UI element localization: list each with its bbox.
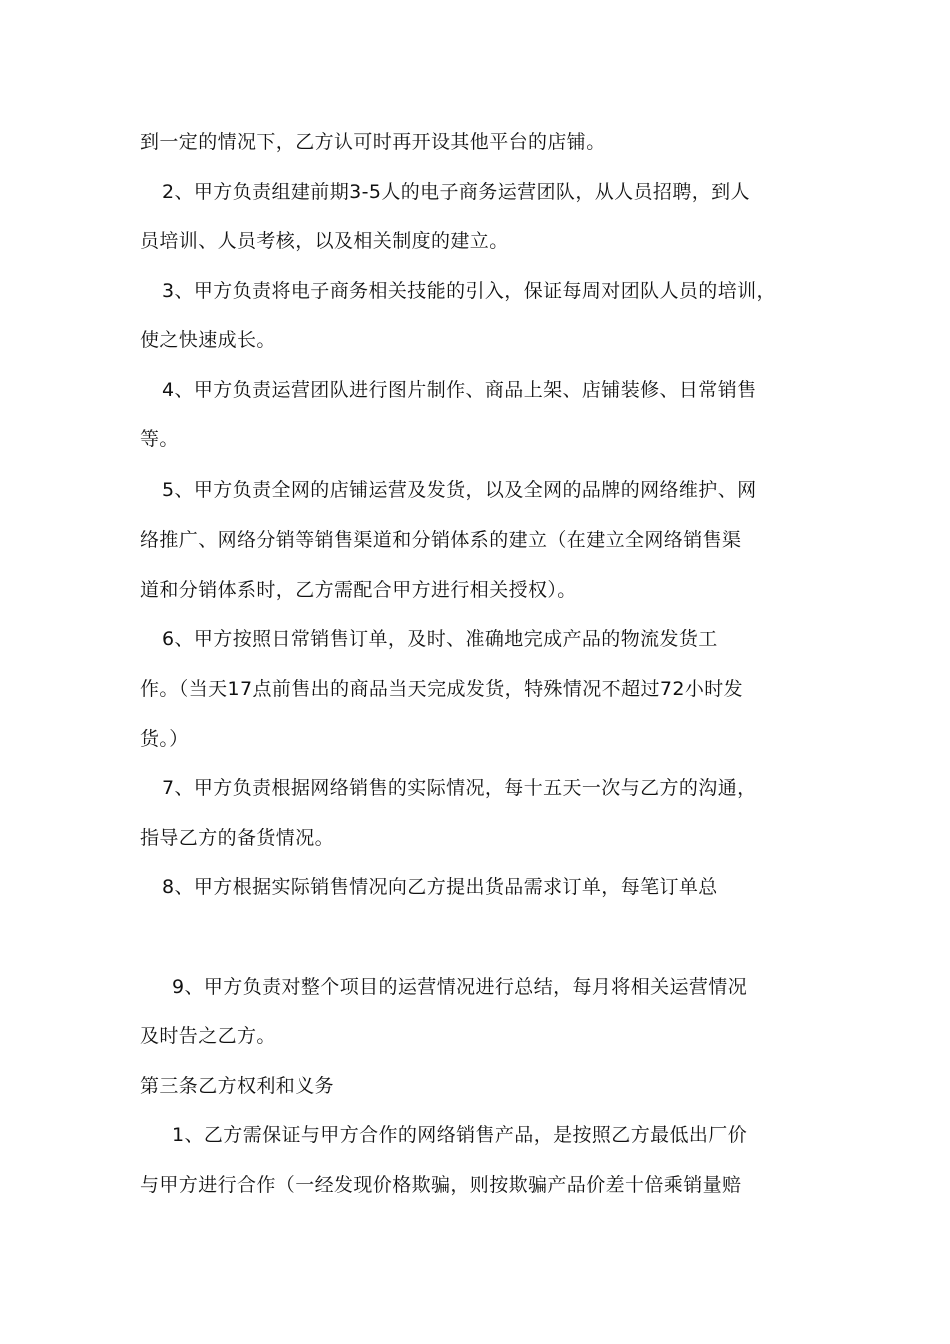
paragraph-line: 指导乙方的备货情况。 <box>140 827 335 849</box>
paragraph-line: 8、甲方根据实际销售情况向乙方提出货品需求订单，每笔订单总 <box>162 876 718 898</box>
section-heading: 第三条乙方权利和义务 <box>140 1075 335 1097</box>
paragraph-line: 使之快速成长。 <box>140 329 276 351</box>
paragraph-line: 到一定的情况下，乙方认可时再开设其他平台的店铺。 <box>140 131 606 153</box>
paragraph-line: 员培训、人员考核，以及相关制度的建立。 <box>140 230 509 252</box>
paragraph-line: 等。 <box>140 428 179 450</box>
paragraph-line: 道和分销体系时，乙方需配合甲方进行相关授权）。 <box>140 579 577 601</box>
paragraph-line: 6、甲方按照日常销售订单，及时、准确地完成产品的物流发货工 <box>162 628 718 650</box>
paragraph-line: 3、甲方负责将电子商务相关技能的引入，保证每周对团队人员的培训， <box>162 280 776 302</box>
paragraph-line: 5、甲方负责全网的店铺运营及发货，以及全网的品牌的网络维护、网 <box>162 479 757 501</box>
paragraph-line: 与甲方进行合作（一经发现价格欺骗，则按欺骗产品价差十倍乘销量赔 <box>140 1174 742 1196</box>
paragraph-line: 1、乙方需保证与甲方合作的网络销售产品，是按照乙方最低出厂价 <box>172 1124 748 1146</box>
paragraph-line: 7、甲方负责根据网络销售的实际情况，每十五天一次与乙方的沟通， <box>162 777 757 799</box>
paragraph-line: 及时告之乙方。 <box>140 1025 276 1047</box>
paragraph-line: 4、甲方负责运营团队进行图片制作、商品上架、店铺装修、日常销售 <box>162 379 757 401</box>
paragraph-line: 作。（当天17点前售出的商品当天完成发货，特殊情况不超过72小时发 <box>140 678 744 700</box>
paragraph-line: 9、甲方负责对整个项目的运营情况进行总结，每月将相关运营情况 <box>172 976 748 998</box>
paragraph-line: 络推广、网络分销等销售渠道和分销体系的建立（在建立全网络销售渠 <box>140 529 742 551</box>
paragraph-line: 2、甲方负责组建前期3-5人的电子商务运营团队，从人员招聘，到人 <box>162 181 750 203</box>
paragraph-line: 货。） <box>140 728 189 750</box>
